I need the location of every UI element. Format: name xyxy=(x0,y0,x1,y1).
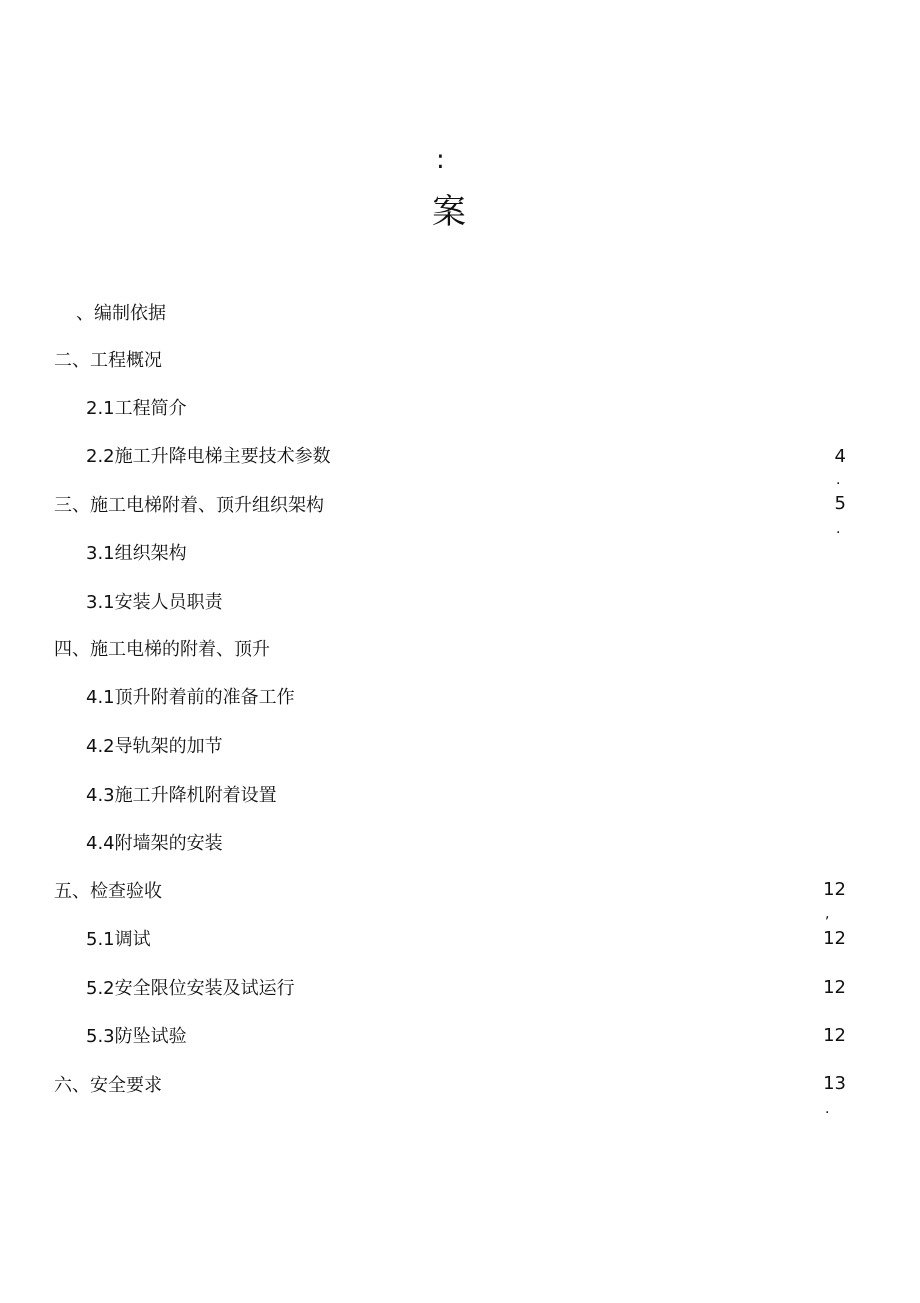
toc-entry-2-1: 2.1工程简介 xyxy=(86,398,187,419)
toc-entry-5-1: 5.1调试 xyxy=(86,929,151,950)
toc-page-number: 12 xyxy=(823,1025,846,1046)
toc-entry-2: 二、工程概况 xyxy=(54,350,162,371)
toc-entry-4-2: 4.2导轨架的加节 xyxy=(86,736,223,757)
toc-entry-6: 六、安全要求 xyxy=(54,1075,162,1096)
toc-entry-4-3: 4.3施工升降机附着设置 xyxy=(86,785,277,806)
toc-entry-3-1b: 3.1安装人员职责 xyxy=(86,592,223,613)
toc-page-mark: , xyxy=(825,906,830,922)
toc-entry-2-2: 2.2施工升降电梯主要技术参数 xyxy=(86,446,331,467)
toc-entry-4-4: 4.4附墙架的安装 xyxy=(86,833,223,854)
toc-entry-3: 三、施工电梯附着、顶升组织架构 xyxy=(54,495,324,516)
toc-entry-5: 五、检查验收 xyxy=(54,881,162,902)
toc-entry-5-2: 5.2安全限位安装及试运行 xyxy=(86,978,295,999)
toc-page-number: 4 xyxy=(834,446,846,467)
toc-page-number: 12 xyxy=(823,977,846,998)
toc-entry-4-1: 4.1顶升附着前的准备工作 xyxy=(86,687,295,708)
toc-page-number: 12 xyxy=(823,879,846,900)
toc-entry-1: 、编制依据 xyxy=(76,303,166,324)
toc-entry-5-3: 5.3防坠试验 xyxy=(86,1026,187,1047)
heading-mark: : xyxy=(436,145,445,175)
toc-page-number: 13 xyxy=(823,1073,846,1094)
toc-page-mark: . xyxy=(836,521,841,537)
toc-page-mark: . xyxy=(836,472,841,488)
toc-page-number: 5 xyxy=(834,493,846,514)
toc-page-number: 12 xyxy=(823,928,846,949)
toc-page-mark: . xyxy=(825,1101,830,1117)
document-title: 案 xyxy=(432,192,466,232)
toc-entry-3-1: 3.1组织架构 xyxy=(86,543,187,564)
toc-entry-4: 四、施工电梯的附着、顶升 xyxy=(54,639,270,660)
